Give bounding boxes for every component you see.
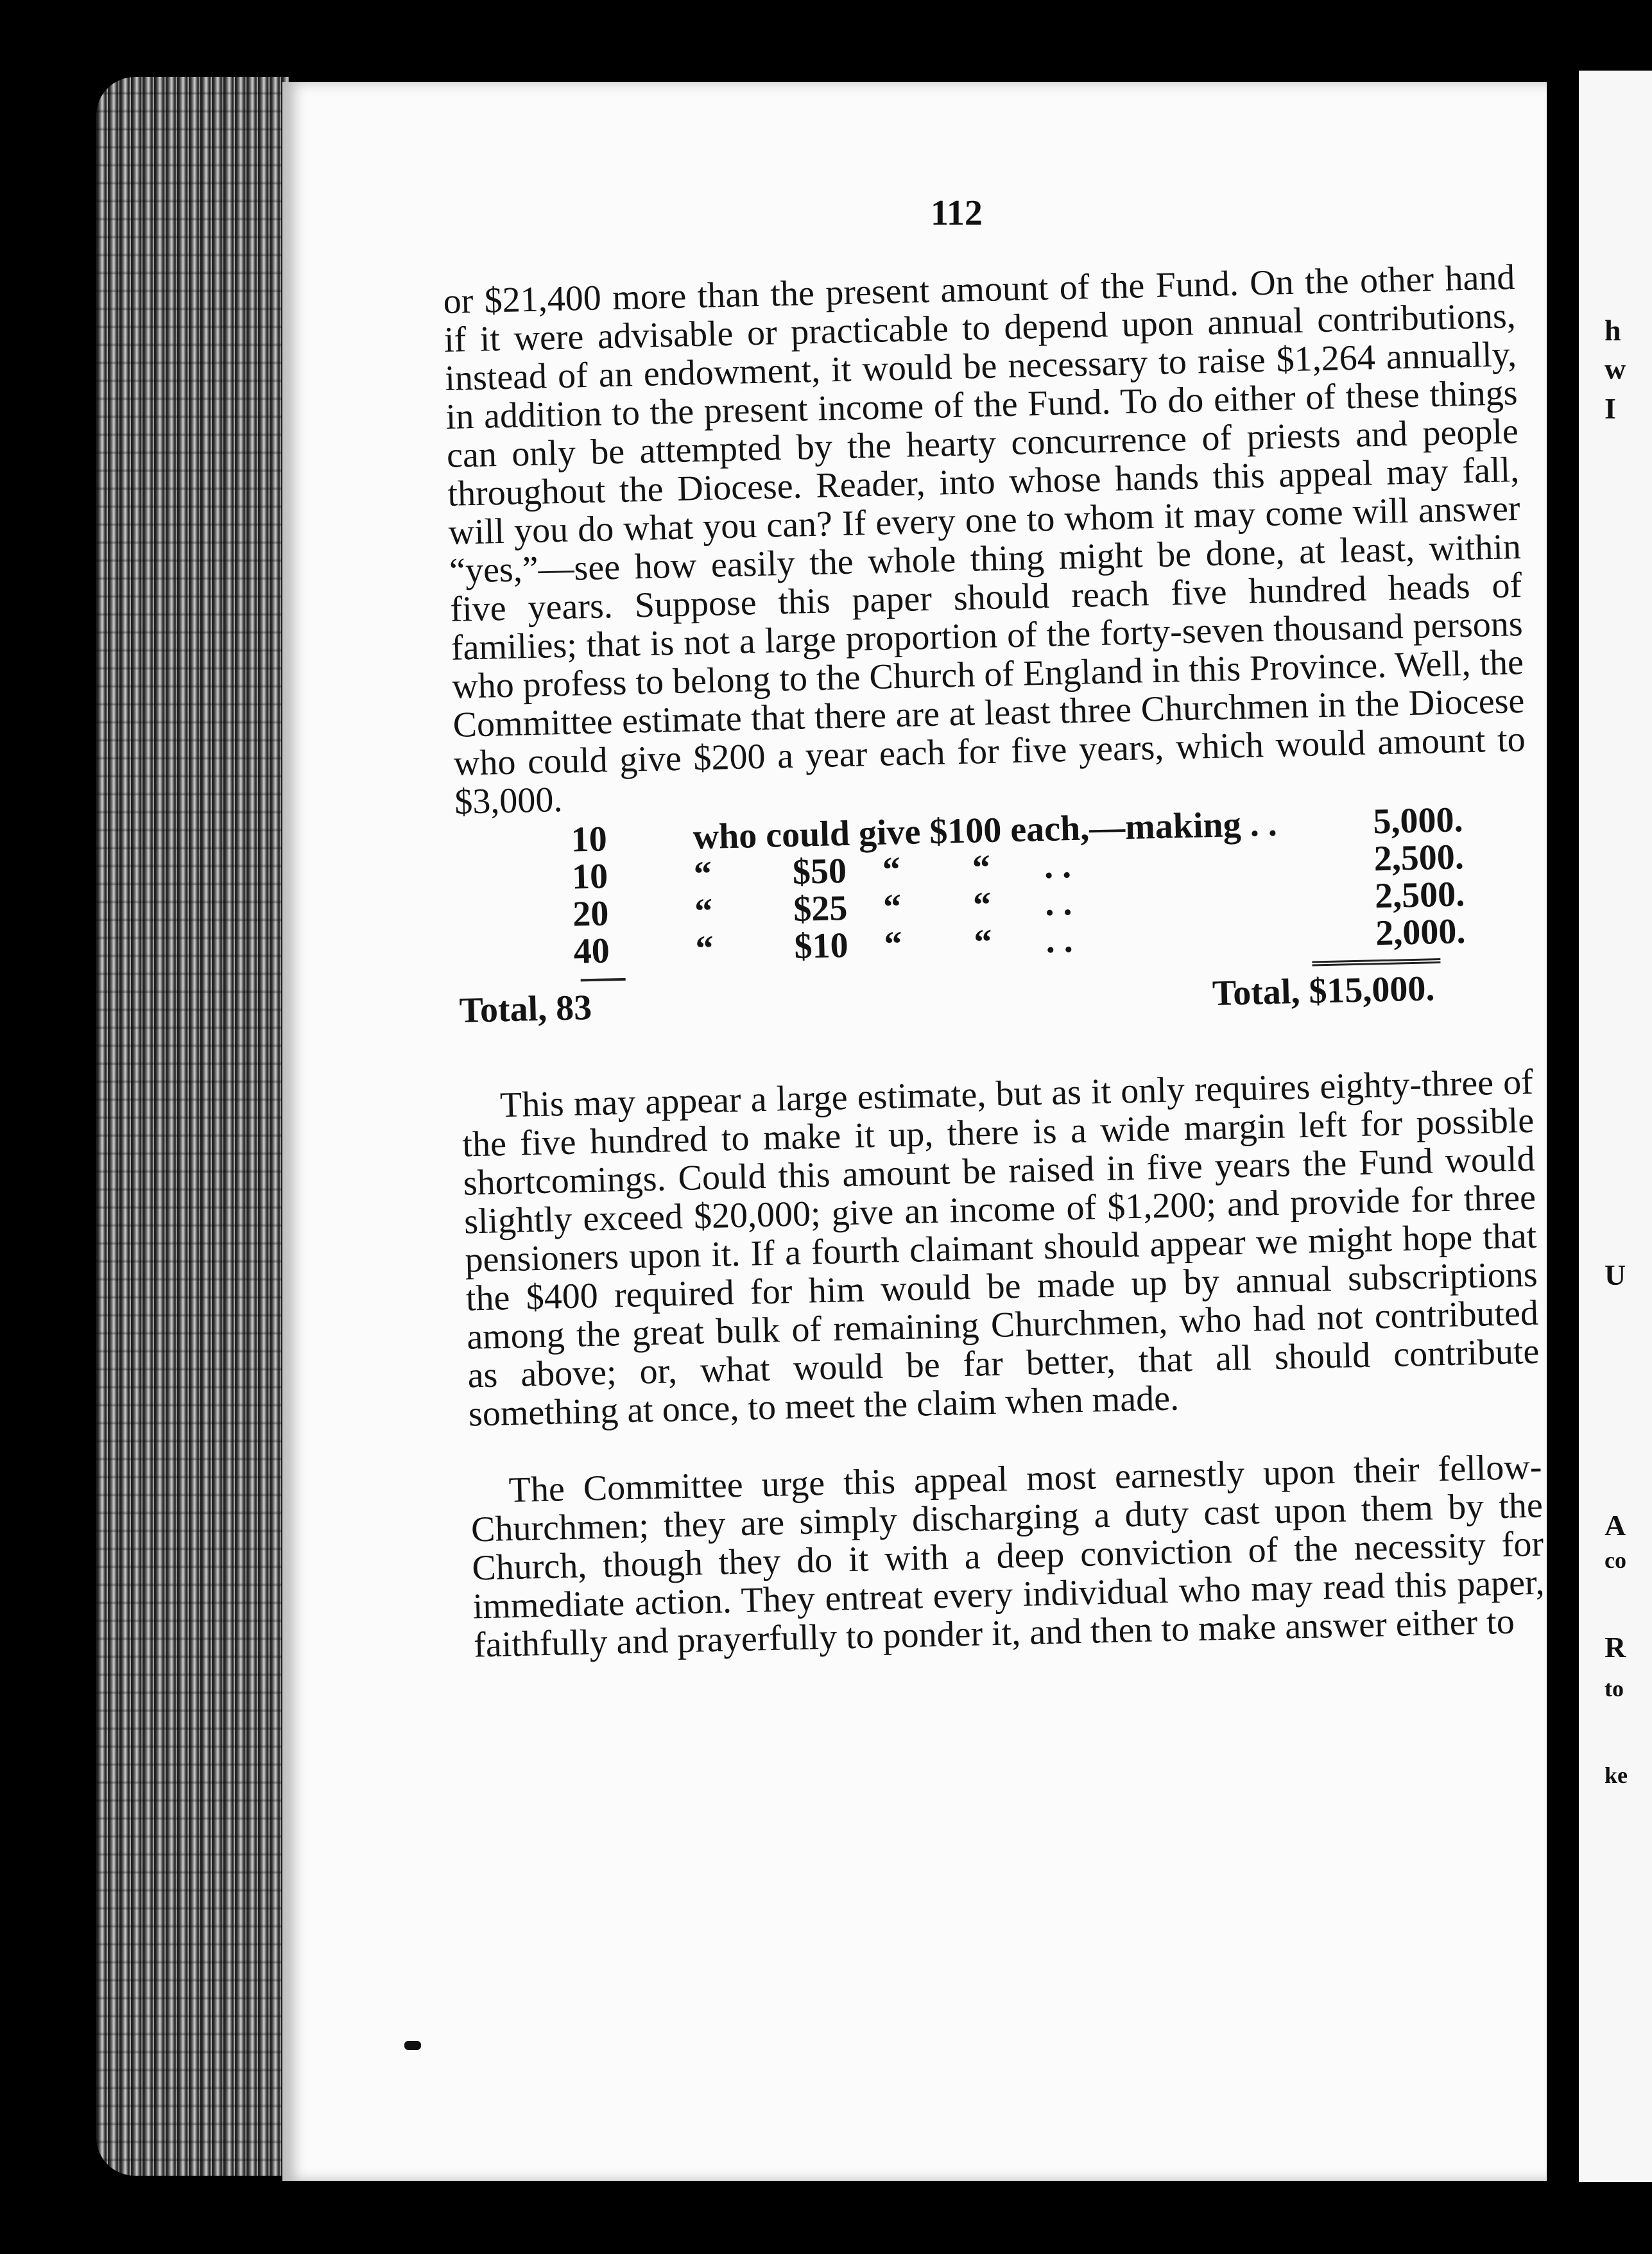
- facing-page-fragment: to: [1605, 1676, 1624, 1701]
- row-amount: 2,000.: [1375, 911, 1467, 954]
- row-amount: 2,500.: [1373, 837, 1465, 879]
- page-number: 112: [931, 193, 983, 233]
- total-count: Total, 83: [459, 988, 592, 1031]
- row-count: 20: [572, 893, 610, 934]
- facing-page-fragment: h: [1605, 314, 1621, 347]
- ink-speck: [404, 2041, 421, 2050]
- body-paragraph: This may appear a large estimate, but as it only requires eighty-three of the five hundred to make it up, there is a wide margin left for possible shortcomings. Could this amount be raised in five years the Fund would slightly exceed $20,000; give an income of $1,200; and provide for three pensioners upon it. If a fourth claimant should appear we might hope that the $400 required for him would be made up by annual subscriptions among the great bulk of remaining Churchmen, who had not contributed as above; or, what would be far better, that all should contribute something at once, to meet the claim when made.: [461, 1062, 1540, 1434]
- intro-paragraph: or $21,400 more than the present amount of the Fund. On the other hand if it were advisable or practicable to depend upon annual contributions, instead of an endowment, it would be necessary to raise $1,264 annually, in addition to the present income of the Fund. To do either of these things can only be attempted by the hearty concurrence of priests and people throughout the Diocese. Reader, into whose hands this appeal may fall, will you do what you can? If every one to whom it may come will answer “yes,”—see how easily the whole thing might be done, at least, within five years. Suppose this paper should reach five hundred heads of families; that is not a large proportion of the forty-seven thousand persons who profess to belong to the Church of England in this Province. Well, the Committee estimate that there are at least three Churchmen in the Diocese who could give $200 a year each for five years, which would amount to $3,000.: [442, 257, 1526, 822]
- row-description: who could give $100 each,—making . .: [693, 804, 1278, 857]
- facing-page-fragment: U: [1605, 1259, 1626, 1291]
- facing-page-fragment: I: [1605, 392, 1616, 425]
- row-description: “ $25 “ “ . .: [694, 883, 1072, 932]
- facing-page-edge: [1579, 71, 1652, 2182]
- page-body: [443, 258, 1545, 1664]
- total-amount: Total, $15,000.: [1212, 968, 1436, 1014]
- row-count: 10: [571, 819, 608, 860]
- body-paragraph: The Committee urge this appeal most earnestly upon their fellow-Churchmen; they are simply discharging a duty cast upon them by the Church, though they do it with a deep conviction of the necessity for immediate action. They entreat every individual who may read this paper, faithfully and prayerfully to ponder it, and then to make answer either to: [470, 1447, 1545, 1665]
- amount-sum-rule: [1312, 958, 1440, 967]
- facing-page-fragment: ke: [1605, 1762, 1628, 1788]
- book-fore-edge: [96, 77, 289, 2176]
- count-sum-rule: [581, 978, 626, 982]
- row-count: 10: [571, 856, 608, 897]
- row-description: “ $10 “ “ . .: [694, 920, 1074, 969]
- facing-page-fragment: A: [1605, 1509, 1626, 1542]
- facing-page-fragment: R: [1605, 1631, 1626, 1664]
- row-amount: 5,000.: [1372, 800, 1464, 842]
- row-count: 40: [573, 931, 610, 972]
- contribution-table: [455, 800, 1531, 1029]
- row-amount: 2,500.: [1374, 874, 1465, 916]
- facing-page-fragment: co: [1605, 1547, 1626, 1573]
- facing-page-fragment: w: [1605, 352, 1626, 385]
- row-description: “ $50 “ “ . .: [693, 846, 1072, 895]
